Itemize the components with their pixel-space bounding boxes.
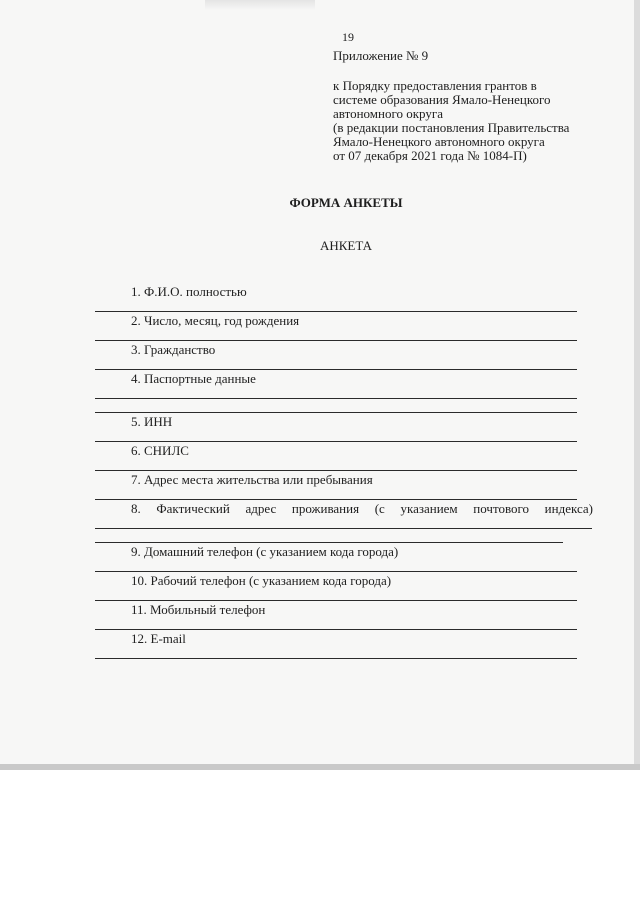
field-label: 1. Ф.И.О. полностью xyxy=(131,284,247,299)
field-label: 10. Рабочий телефон (с указанием кода города) xyxy=(131,573,392,588)
field-label: 12. E-mail xyxy=(131,631,186,646)
field-label: 5. ИНН xyxy=(131,414,173,429)
document-title: АНКЕТА xyxy=(319,238,373,253)
field-underline[interactable] xyxy=(95,499,577,500)
field-underline[interactable] xyxy=(95,412,577,413)
scan-smudge xyxy=(205,0,315,10)
form-title: ФОРМА АНКЕТЫ xyxy=(289,195,403,210)
field-label: 4. Паспортные данные xyxy=(131,371,256,386)
field-underline[interactable] xyxy=(95,542,563,543)
field-underline[interactable] xyxy=(95,441,577,442)
field-citizenship xyxy=(95,342,577,358)
field-label: 9. Домашний телефон (с указанием кода города) xyxy=(131,544,399,559)
appendix-line: (в редакции постановления Правительства xyxy=(333,120,570,135)
appendix-line: к Порядку предоставления грантов в xyxy=(333,78,537,93)
field-underline[interactable] xyxy=(95,340,577,341)
field-email xyxy=(95,631,577,647)
field-label: 8. Фактический адрес проживания (с указанием почтового индекса) xyxy=(131,501,593,516)
field-actual-address xyxy=(95,501,593,517)
field-label: 11. Мобильный телефон xyxy=(131,602,266,617)
field-full-name xyxy=(95,284,577,300)
field-registration-address xyxy=(95,472,577,488)
field-underline[interactable] xyxy=(95,528,592,529)
page-number: 19 xyxy=(342,30,354,44)
field-passport xyxy=(95,371,577,387)
field-underline[interactable] xyxy=(95,470,577,471)
field-label: 2. Число, месяц, год рождения xyxy=(131,313,300,328)
field-mobile-phone xyxy=(95,602,577,618)
field-label: 3. Гражданство xyxy=(131,342,216,357)
appendix-line: автономного округа xyxy=(333,106,443,121)
field-underline[interactable] xyxy=(95,369,577,370)
field-underline[interactable] xyxy=(95,629,577,630)
field-underline[interactable] xyxy=(95,658,577,659)
scan-edge xyxy=(0,764,640,770)
appendix-line: от 07 декабря 2021 года № 1084-П) xyxy=(333,148,527,163)
field-snils xyxy=(95,443,577,459)
appendix-block xyxy=(333,49,633,163)
field-work-phone xyxy=(95,573,577,589)
appendix-line: системе образования Ямало-Ненецкого xyxy=(333,92,551,107)
field-home-phone xyxy=(95,544,577,560)
field-label: 7. Адрес места жительства или пребывания xyxy=(131,472,373,487)
field-birth-date xyxy=(95,313,577,329)
field-label: 6. СНИЛС xyxy=(131,443,189,458)
field-inn xyxy=(95,414,577,430)
field-underline[interactable] xyxy=(95,311,577,312)
appendix-line: Ямало-Ненецкого автономного округа xyxy=(333,134,545,149)
field-underline[interactable] xyxy=(95,571,577,572)
appendix-title: Приложение № 9 xyxy=(333,48,429,63)
field-underline[interactable] xyxy=(95,600,577,601)
field-underline[interactable] xyxy=(95,398,577,399)
